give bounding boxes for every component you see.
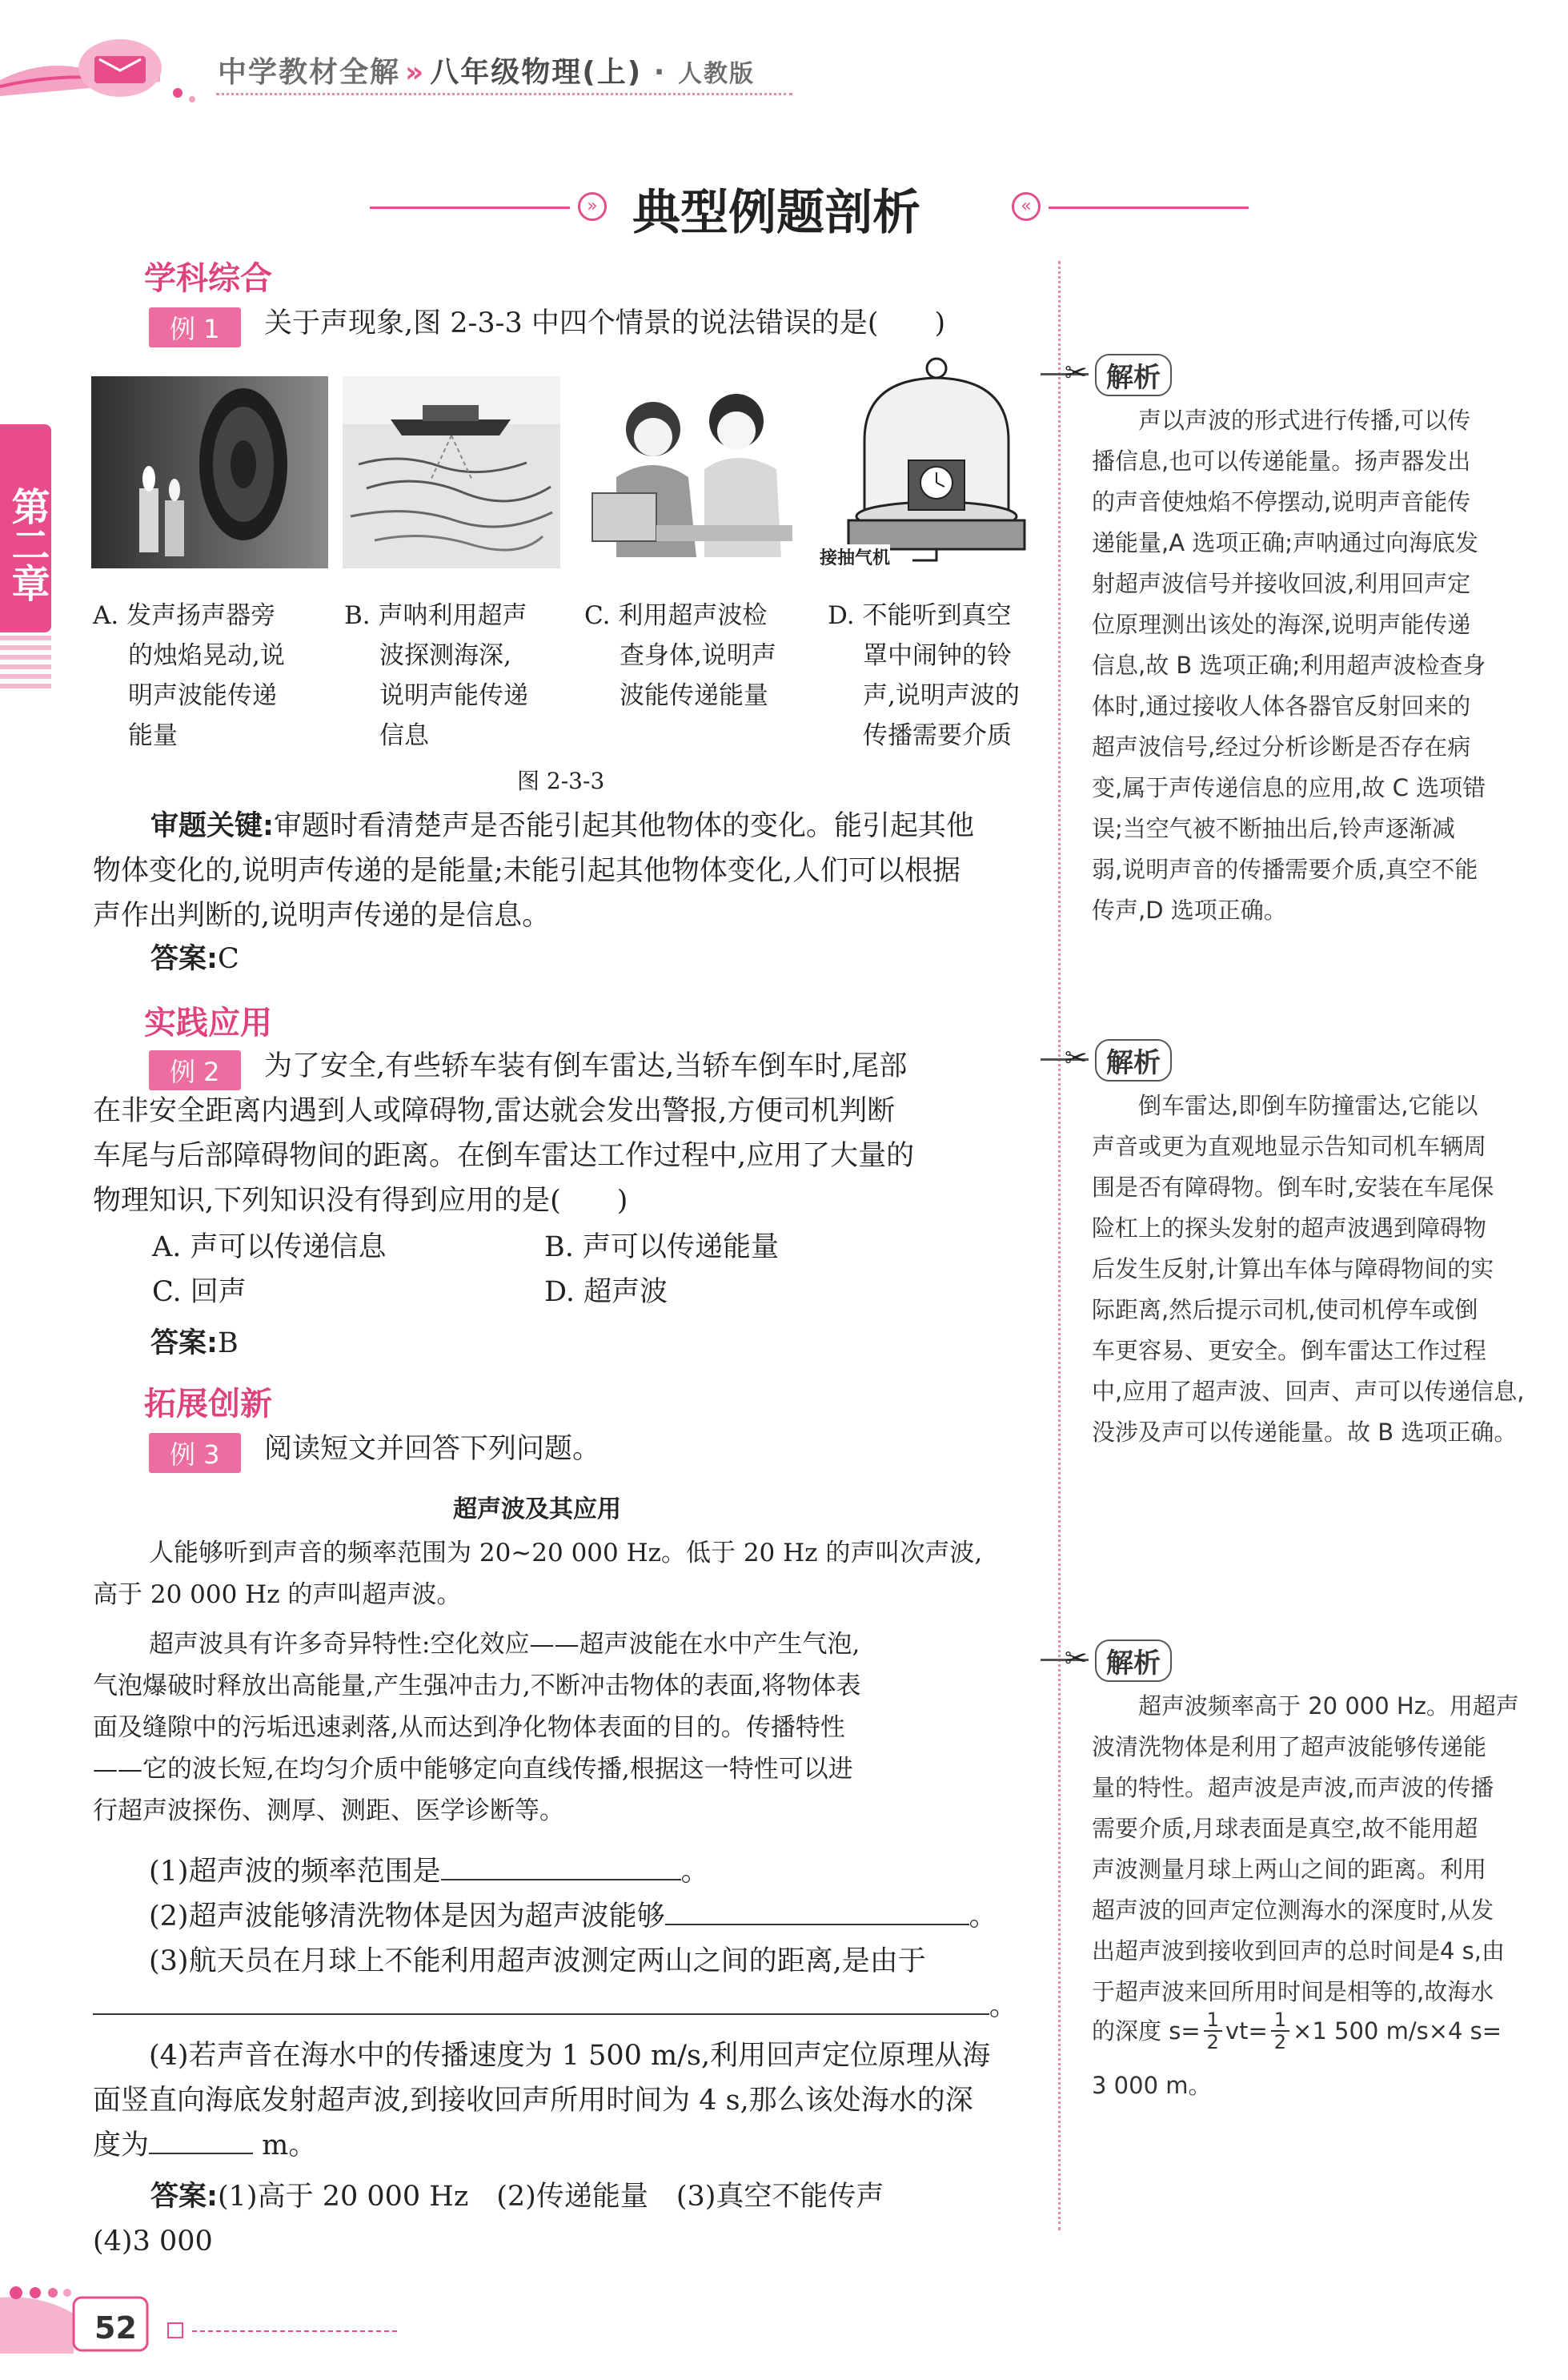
analysis-line: 信息,故 B 选项正确;利用超声波检查身: [1092, 652, 1486, 679]
scissors-icon: ✂: [1065, 1042, 1088, 1074]
option-a-line3: 明声波能传递: [128, 681, 277, 710]
q3-period: 。: [989, 1990, 1018, 2022]
article-body: [93, 1532, 1053, 1832]
p1-line1: 人能够听到声音的频率范围为 20~20 000 Hz。低于 20 Hz 的声叫次声波,: [149, 1539, 983, 1567]
header-title: [218, 50, 755, 90]
analysis-line: 超声波频率高于 20 000 Hz。用超声: [1138, 1692, 1519, 1720]
header-chevron-icon: »: [405, 56, 426, 89]
analysis-2-tag: 解析: [1095, 1039, 1172, 1082]
title-right-rule: [1049, 207, 1249, 209]
scissors-icon: ✂: [1065, 1643, 1088, 1675]
ex1-question: 关于声现象,图 2-3-3 中四个情景的说法错误的是( ): [264, 307, 946, 339]
option-a-line1: A. 发声扬声器旁: [93, 601, 276, 630]
ex1-key-line3: 声作出判断的,说明声传递的是信息。: [93, 900, 551, 932]
q4-line3a: 度为: [93, 2129, 150, 2161]
chapter-tab[interactable]: 第二章: [0, 424, 51, 632]
p2-line5: 行超声波探伤、测厚、测距、医学诊断等。: [93, 1796, 564, 1825]
page-number: 52: [94, 2310, 137, 2346]
image-sonar-ship: [343, 376, 560, 568]
title-left-arrow-icon: »: [578, 192, 607, 221]
analysis-1-text: [1092, 400, 1540, 931]
example-tag-3: 例 3: [149, 1433, 241, 1473]
image-bell-jar-alarm: [816, 352, 1049, 576]
ex3-q3: (3)航天员在月球上不能利用超声波测定两山之间的距离,是由于: [149, 1945, 926, 1977]
formula-fraction-2: [1271, 2009, 1289, 2053]
ex3-answer-line2: (4)3 000: [93, 2225, 213, 2258]
analysis-line: 中,应用了超声波、回声、声可以传递信息,: [1092, 1378, 1525, 1405]
ex3-q1: [149, 1849, 709, 1894]
analysis-line: 传声,D 选项正确。: [1092, 897, 1287, 924]
q1-period: 。: [680, 1856, 709, 1888]
option-c-line1: C. 利用超声波检: [584, 601, 768, 630]
header-subject: 八年级物理(上): [430, 56, 643, 89]
analysis-1-tag: 解析: [1095, 354, 1172, 396]
ex3-answer-label: 答案:: [150, 2181, 218, 2213]
option-d-line3: 声,说明声波的: [863, 681, 1020, 710]
ex1-option-c: [584, 596, 816, 716]
option-b-line2: 波探测海深,: [379, 641, 511, 670]
ex2-option-a: A. 声可以传递信息: [152, 1231, 387, 1263]
ex2-question: [93, 1044, 1053, 1223]
ex1-answer-value: C: [218, 943, 239, 975]
formula-mid: vt=: [1225, 2017, 1268, 2045]
option-b-line4: 信息: [379, 721, 429, 750]
ex2-answer-value: B: [218, 1327, 239, 1359]
pump-label: 接抽气机: [820, 544, 890, 569]
analysis-line: 后发生反射,计算出车体与障碍物间的实: [1092, 1255, 1494, 1282]
ex3-answer-line1: (1)高于 20 000 Hz (2)传递能量 (3)真空不能传声: [218, 2181, 884, 2213]
ex1-key-line2: 物体变化的,说明声传递的是能量;未能引起其他物体变化,人们可以根据: [93, 855, 961, 887]
image-speaker-candle: [91, 376, 328, 568]
ex1-option-b: [344, 596, 576, 756]
option-a-line2: 的烛焰晃动,说: [128, 641, 285, 670]
q4-line3b: m。: [253, 2129, 317, 2161]
article-title: 超声波及其应用: [453, 1495, 621, 1523]
analysis-line: 出超声波到接收到回声的总时间是4 s,由: [1092, 1937, 1505, 1965]
header-edition: 人教版: [677, 60, 755, 88]
q3-blank[interactable]: [93, 2013, 989, 2015]
ex1-answer: [150, 937, 239, 981]
formula-prefix: 的深度 s=: [1092, 2017, 1201, 2045]
q2-blank[interactable]: [665, 1924, 969, 1925]
ex1-option-d: [828, 596, 1060, 756]
page-title: 典型例题剖析: [632, 185, 920, 241]
option-b-line3: 说明声能传递: [379, 681, 528, 710]
section-heading-3: 拓展创新: [144, 1386, 272, 1423]
analysis-line: 没涉及声可以传递能量。故 B 选项正确。: [1092, 1419, 1518, 1446]
q4-blank[interactable]: [149, 2153, 253, 2154]
ex2-answer: [150, 1321, 239, 1366]
section-heading-1: 学科综合: [144, 260, 272, 297]
analysis-line: 射超声波信号并接收回波,利用回声定: [1092, 570, 1471, 597]
ex3-q3-answer-line: [93, 1984, 1017, 2029]
q4-line2: 面竖直向海底发射超声波,到接收回声所用时间为 4 s,那么该处海水的深: [93, 2085, 973, 2117]
header-book: 中学教材全解: [218, 56, 401, 89]
analysis-line: 弱,说明声音的传播需要介质,真空不能: [1092, 856, 1478, 883]
analysis-line: 车更容易、更安全。倒车雷达工作过程: [1092, 1337, 1487, 1364]
title-left-rule: [370, 207, 570, 209]
option-b-line1: B. 声呐利用超声: [344, 601, 527, 630]
analysis-line: 递能量,A 选项正确;声呐通过向海底发: [1092, 529, 1479, 556]
analysis-3-text: [1092, 1686, 1540, 2013]
analysis-line: 险杠上的探头发射的超声波遇到障碍物: [1092, 1214, 1487, 1242]
frac1-den: 2: [1206, 2031, 1219, 2053]
ex3-q2: [149, 1894, 997, 1939]
p2-line4: ——它的波长短,在均匀介质中能够定向直线传播,根据这一特性可以进: [93, 1755, 853, 1784]
footer-decoration: [0, 2266, 416, 2362]
ex1-answer-label: 答案:: [150, 943, 218, 975]
ex3-answer: [93, 2174, 1053, 2264]
frac2-num: 1: [1271, 2009, 1289, 2032]
analysis-2-text: [1092, 1086, 1540, 1453]
q2-text: (2)超声波能够清洗物体是因为超声波能够: [149, 1900, 665, 1932]
ex1-key: [93, 804, 1053, 938]
formula-fraction-1: [1204, 2009, 1222, 2053]
ex2-option-d: D. 超声波: [544, 1276, 668, 1308]
analysis-line: 误;当空气被不断抽出后,铃声逐渐减: [1092, 815, 1455, 842]
formula-tail: ×1 500 m/s×4 s=: [1293, 2017, 1502, 2045]
ex2-option-c: C. 回声: [152, 1276, 247, 1308]
image-ultrasound-check: [576, 373, 808, 570]
analysis-3-last: 3 000 m。: [1092, 2072, 1212, 2099]
analysis-line: 于超声波来回所用时间是相等的,故海水: [1092, 1978, 1494, 2005]
option-c-line3: 波能传递能量: [620, 681, 768, 710]
q1-text: (1)超声波的频率范围是: [149, 1856, 441, 1888]
analysis-line: 位原理测出该处的海深,说明声能传递: [1092, 611, 1471, 638]
analysis-line: 声音或更为直观地显示告知司机车辆周: [1092, 1133, 1487, 1160]
frac2-den: 2: [1273, 2031, 1287, 2053]
title-right-arrow-icon: «: [1012, 192, 1041, 221]
analysis-3-tag: 解析: [1095, 1640, 1172, 1682]
analysis-line: 的声音使烛焰不停摆动,说明声音能传: [1092, 488, 1471, 516]
section-heading-2: 实践应用: [144, 1005, 272, 1042]
option-d-line4: 传播需要介质: [863, 721, 1012, 750]
frac1-num: 1: [1204, 2009, 1222, 2032]
p2-line2: 气泡爆破时释放出高能量,产生强冲击力,不断冲击物体的表面,将物体表: [93, 1672, 861, 1700]
ex1-key-line1: 审题时看清楚声是否能引起其他物体的变化。能引起其他: [274, 810, 975, 842]
analysis-line: 需要介质,月球表面是真空,故不能用超: [1092, 1815, 1478, 1842]
scissors-icon: ✂: [1065, 357, 1088, 389]
q4-line1: (4)若声音在海水中的传播速度为 1 500 m/s,利用回声定位原理从海: [149, 2040, 991, 2072]
figure-caption: 图 2-3-3: [517, 768, 605, 794]
option-d-line1: D. 不能听到真空: [828, 601, 1012, 630]
analysis-line: 际距离,然后提示司机,使司机停车或倒: [1092, 1296, 1478, 1323]
analysis-line: 波清洗物体是利用了超声波能够传递能: [1092, 1733, 1487, 1760]
analysis-line: 超声波的回声定位测海水的深度时,从发: [1092, 1896, 1494, 1924]
analysis-line: 声以声波的形式进行传播,可以传: [1138, 407, 1471, 434]
ex2-line4: 物理知识,下列知识没有得到应用的是( ): [93, 1185, 628, 1217]
ex1-key-label: 审题关键:: [150, 810, 274, 842]
ex2-option-b: B. 声可以传递能量: [544, 1231, 779, 1263]
option-a-line4: 能量: [128, 721, 178, 750]
sidebar-divider: [1058, 261, 1061, 2230]
ex2-answer-label: 答案:: [150, 1327, 218, 1359]
p1-line2: 高于 20 000 Hz 的声叫超声波。: [93, 1580, 462, 1609]
analysis-3-formula: [1092, 2009, 1502, 2053]
ex1-option-a: [93, 596, 333, 756]
p2-line3: 面及缝隙中的污垢迅速剥落,从而达到净化物体表面的目的。传播特性: [93, 1713, 845, 1742]
header-dot: ·: [642, 56, 678, 89]
ex2-line1: 为了安全,有些轿车装有倒车雷达,当轿车倒车时,尾部: [264, 1050, 908, 1082]
q2-period: 。: [968, 1900, 997, 1932]
analysis-line: 声波测量月球上两山之间的距离。利用: [1092, 1856, 1487, 1883]
chapter-tab-stripes: [0, 632, 51, 688]
option-d-line2: 罩中闹钟的铃: [863, 641, 1012, 670]
analysis-line: 围是否有障碍物。倒车时,安装在车尾保: [1092, 1174, 1494, 1201]
header-rule: [216, 93, 792, 95]
analysis-line: 体时,通过接收人体各器官反射回来的: [1092, 692, 1471, 720]
option-c-line2: 查身体,说明声: [620, 641, 776, 670]
ex3-q4: [93, 2033, 1053, 2168]
analysis-line: 倒车雷达,即倒车防撞雷达,它能以: [1138, 1092, 1478, 1119]
example-tag-2: 例 2: [149, 1050, 241, 1090]
analysis-line: 超声波信号,经过分析诊断是否存在病: [1092, 733, 1471, 761]
ex2-line3: 车尾与后部障碍物间的距离。在倒车雷达工作过程中,应用了大量的: [93, 1140, 915, 1172]
ex3-question: 阅读短文并回答下列问题。: [264, 1433, 601, 1465]
analysis-line: 变,属于声传递信息的应用,故 C 选项错: [1092, 774, 1486, 801]
example-tag-1: 例 1: [149, 307, 241, 347]
ex2-line2: 在非安全距离内遇到人或障碍物,雷达就会发出警报,方便司机判断: [93, 1095, 896, 1127]
analysis-line: 播信息,也可以传递能量。扬声器发出: [1092, 448, 1471, 475]
q1-blank[interactable]: [441, 1879, 681, 1880]
analysis-line: 量的特性。超声波是声波,而声波的传播: [1092, 1774, 1494, 1801]
p2-line1: 超声波具有许多奇异特性:空化效应——超声波能在水中产生气泡,: [149, 1630, 860, 1659]
